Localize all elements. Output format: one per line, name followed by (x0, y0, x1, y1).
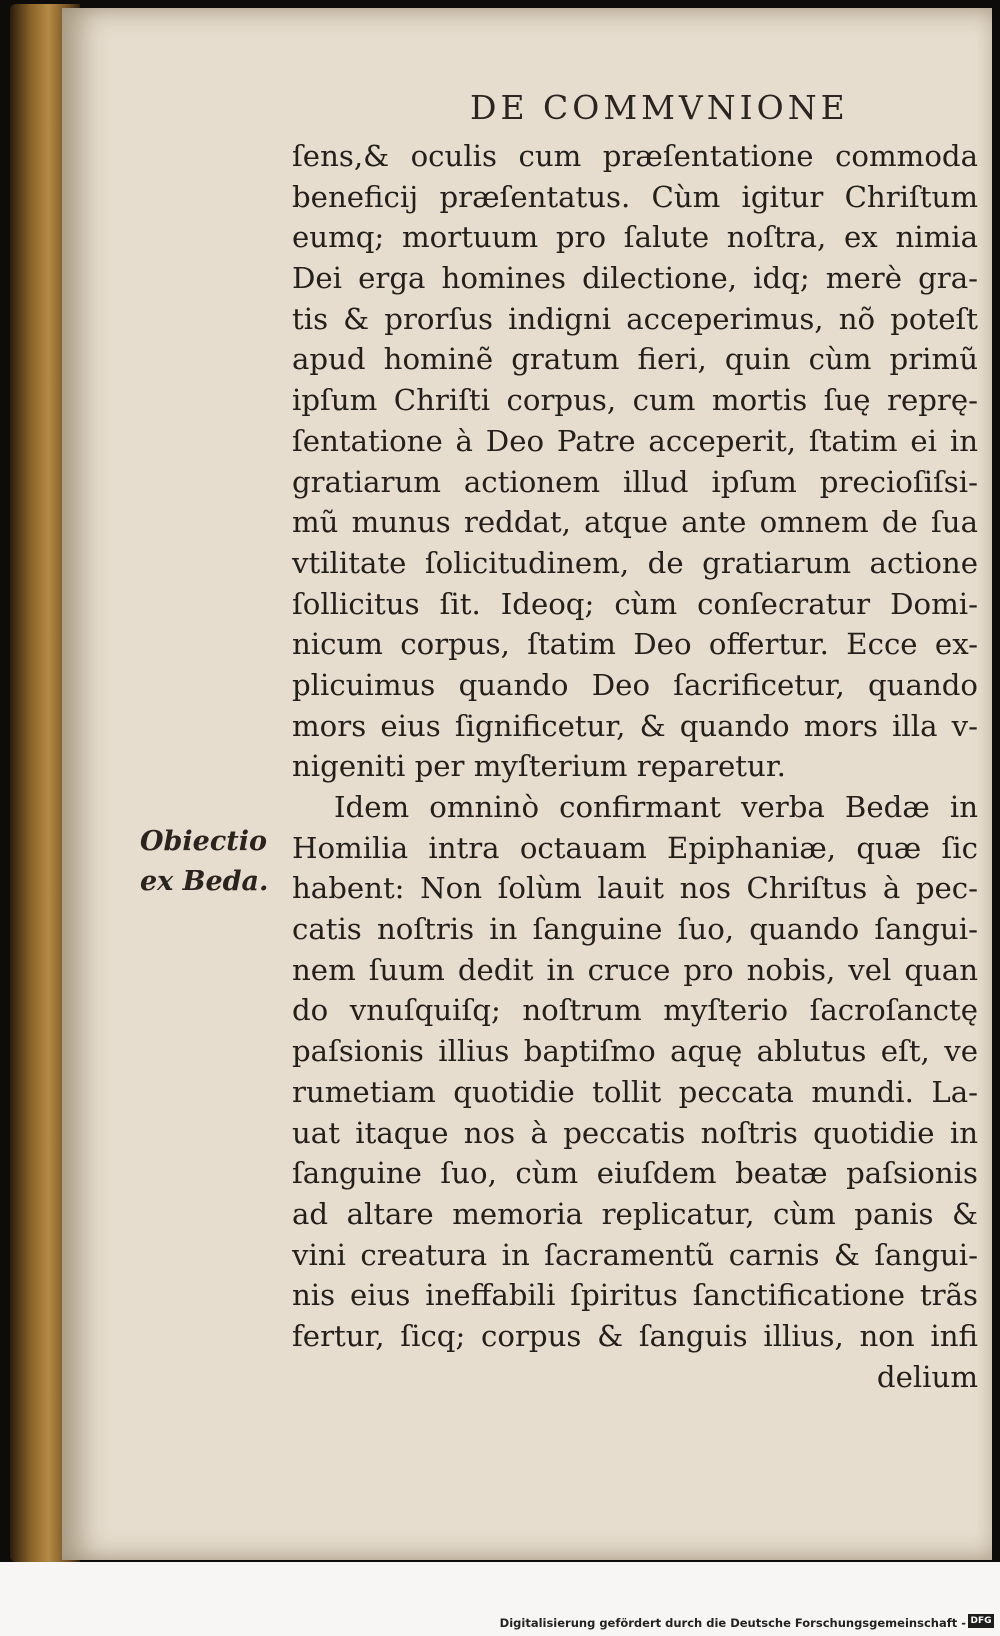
text-line: Dei erga homines dilectione, idq; merè gra- (292, 261, 978, 296)
text-line: apud hominẽ gratum fieri, quin cùm primũ (292, 342, 978, 377)
text-line: nicum corpus, ſtatim Deo offertur. Ecce ex- (292, 627, 978, 662)
dfg-logo: DFG (968, 1614, 994, 1628)
body-text (292, 136, 978, 1397)
text-line: mors eius ſignificetur, & quando mors illa v- (292, 708, 978, 743)
text-line: ſentatione à Deo Patre acceperit, ſtatim ei in (292, 423, 978, 458)
text-line: Homilia intra octauam Epiphaniæ, quæ ſic (292, 830, 978, 865)
text-line: uat itaque nos à peccatis noſtris quotidie in (292, 1115, 978, 1150)
text-line: paſsionis illius baptiſmo aquę ablutus eſt, ve (292, 1034, 978, 1069)
text-line: ipſum Chriſti corpus, cum mortis ſuę reprę- (292, 383, 978, 418)
marginal-note (140, 822, 268, 902)
text-line: gratiarum actionem illud ipſum precioſiſsi- (292, 464, 978, 499)
text-line: fertur, ſicq; corpus & ſanguis illius, non infi (292, 1318, 978, 1353)
text-line: nis eius ineffabili ſpiritus ſanctificatione trãs (292, 1278, 978, 1313)
marginal-note-line-1: Obiectio (140, 826, 268, 857)
text-line: rumetiam quotidie tollit peccata mundi. La- (292, 1074, 978, 1109)
digitization-footer (0, 1562, 1000, 1636)
text-line: habent: Non ſolùm lauit nos Chriſtus à pec- (292, 871, 978, 906)
text-line: beneficij præſentatus. Cùm igitur Chriſtum (292, 179, 978, 214)
running-head: DE COMMVNIONE (470, 88, 849, 127)
footer-credit: Digitalisierung gefördert durch die Deutsche Forschungsgemeinschaft - (499, 1616, 966, 1630)
text-line: nigeniti per myſterium reparetur. (292, 749, 786, 784)
text-line: ad altare memoria replicatur, cùm panis & (292, 1196, 978, 1231)
text-line: vtilitate ſolicitudinem, de gratiarum actione (292, 545, 978, 580)
text-line: ſens,& oculis cum præſentatione commoda (292, 139, 978, 173)
text-line: ſanguine ſuo, cùm eiuſdem beatæ paſsionis (292, 1156, 978, 1191)
text-line: vini creatura in ſacramentũ carnis & ſangui- (292, 1237, 978, 1272)
text-line: Idem omninò confirmant verba Bedæ in (334, 790, 978, 824)
marginal-note-line-2: ex Beda. (140, 866, 269, 897)
text-line: eumq; mortuum pro ſalute noſtra, ex nimia (292, 220, 978, 255)
text-line: ſollicitus ſit. Ideoq; cùm conſecratur Domi- (292, 586, 978, 621)
text-line: catis noſtris in ſanguine ſuo, quando ſangui- (292, 912, 978, 947)
text-line: do vnuſquiſq; noſtrum myſterio ſacroſanctę (292, 993, 978, 1028)
text-line: mũ munus reddat, atque ante omnem de ſua (292, 505, 978, 540)
text-line: nem ſuum dedit in cruce pro nobis, vel quan (292, 952, 978, 987)
catchword: delium (876, 1359, 978, 1394)
text-line: tis & prorſus indigni acceperimus, nõ poteſt (292, 301, 978, 336)
text-line: plicuimus quando Deo ſacrificetur, quando (292, 667, 978, 702)
